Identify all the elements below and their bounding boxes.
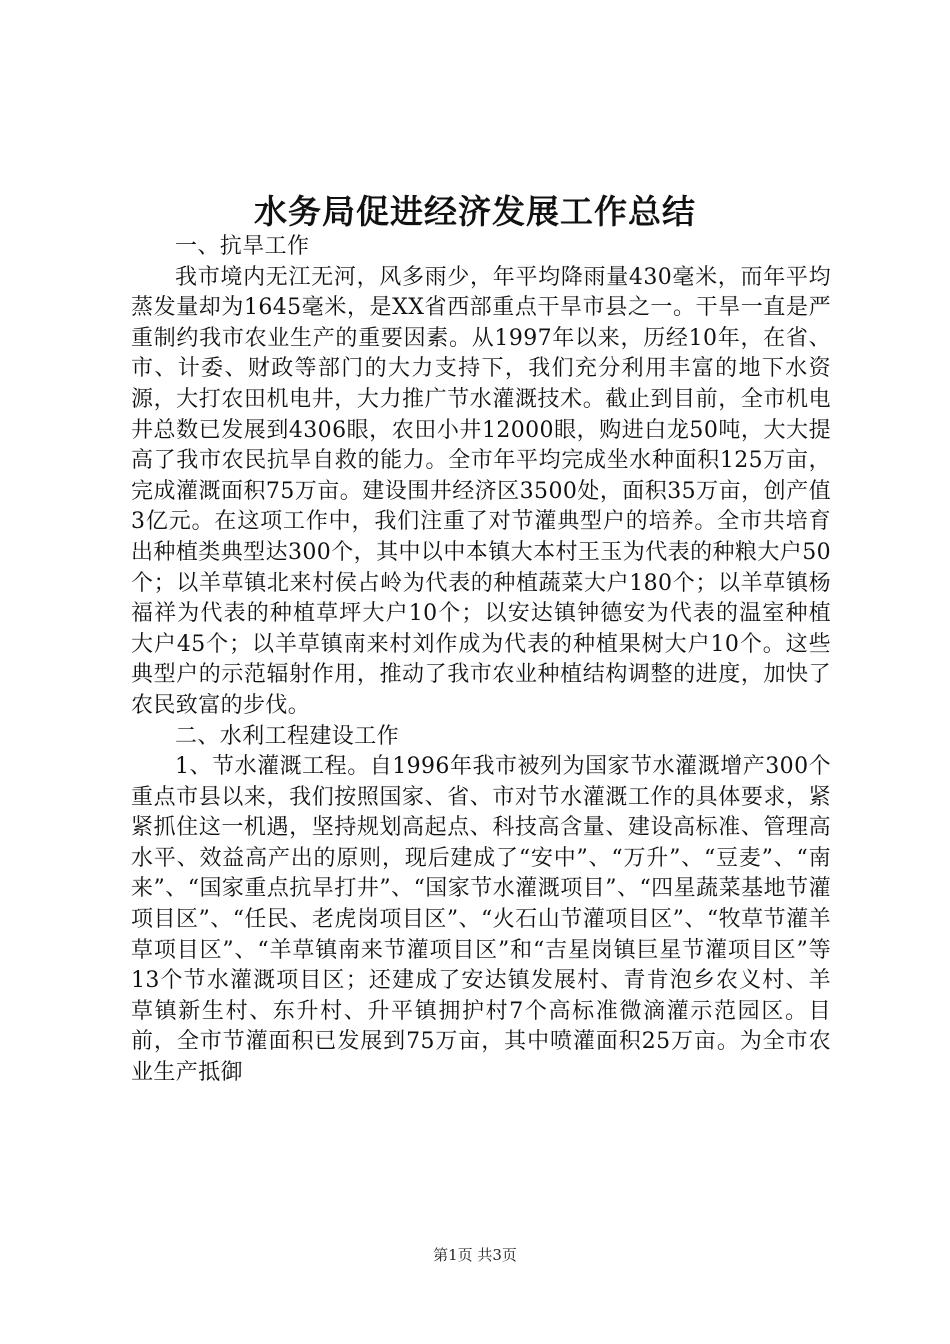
section-heading-drought: 一、抗旱工作 xyxy=(175,234,310,259)
paragraph-irrigation: 1、节水灌溉工程。自1996年我市被列为国家节水灌溉增产300个重点市县以来，我们按照国家、省、市对节水灌溉工作的具体要求，紧紧抓住这一机遇，坚持规划高起点、科技高含量、建设高标准、管理高水平、效益高产出的原则，现后建成了“安中”、“万升”、“豆麦”、“南来”、“国家重点抗旱打井”、“国家节水灌溉项目”、“四星蔬菜基地节灌项目区”、“任民、老虎岗项目区”、“火石山节灌项目区”、“牧草节灌羊草项目区”、“羊草镇南来节灌项目区”和“吉星岗镇巨星节灌项目区”等13个节水灌溉项目区；还建成了安达镇发展村、青肯泡乡农义村、羊草镇新生村、东升村、升平镇拥护村7个高标准微滴灌示范园区。目前，全市节灌面积已发展到75万亩，其中喷灌面积25万亩。为全市农业生产抵御 xyxy=(131,754,831,1086)
paragraph-drought: 我市境内无江无河，风多雨少，年平均降雨量430毫米，而年平均蒸发量却为1645毫米，是XX省西部重点干旱市县之一。干旱一直是严重制约我市农业生产的重要因素。从1997年以来，历经10年，在省、市、计委、财政等部门的大力支持下，我们充分利用丰富的地下水资源，大打农田机电井，大力推广节水灌溉技术。截止到目前，全市机电井总数已发展到4306眼，农田小井12000眼，购进白龙50吨，大大提高了我市农民抗旱自救的能力。全市年平均完成坐水种面积125万亩，完成灌溉面积75万亩。建设围井经济区3500处，面积35万亩，创产值3亿元。在这项工作中，我们注重了对节灌典型户的培养。全市共培育出种植类典型达300个，其中以中本镇大本村王玉为代表的种粮大户50个；以羊草镇北来村侯占岭为代表的种植蔬菜大户180个；以羊草镇杨福祥为代表的种植草坪大户10个；以安达镇钟德安为代表的温室种植大户45个；以羊草镇南来村刘作成为代表的种植果树大户10个。这些典型户的示范辐射作用，推动了我市农业种植结构调整的进度，加快了农民致富的步伐。 xyxy=(131,264,831,718)
page-number-footer: 第1页 共3页 xyxy=(433,1246,517,1264)
section-heading-water-projects: 二、水利工程建设工作 xyxy=(175,723,400,749)
document-body xyxy=(131,232,831,1089)
document-title: 水务局促进经济发展工作总结 xyxy=(254,192,696,231)
